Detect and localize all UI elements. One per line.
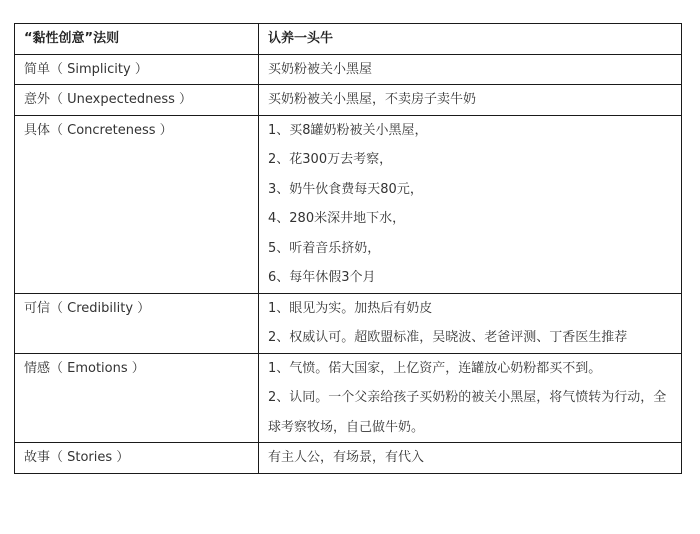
sticky-principles-table [14, 23, 682, 474]
description-line: 3、奶牛伙食费每天80元， [268, 181, 423, 197]
table-row [15, 54, 682, 85]
description-cell [259, 443, 682, 474]
principle-cell [15, 54, 259, 85]
principle-label: 故事（ Stories ） [24, 450, 130, 465]
principle-label: 可信（ Credibility ） [24, 300, 151, 316]
description-line: 2、花300万去考察， [268, 152, 393, 167]
table-row [15, 115, 682, 293]
header-cell-principle [15, 24, 259, 55]
description-cell [259, 85, 682, 116]
principle-cell [15, 443, 259, 474]
table-row [15, 353, 682, 443]
description-line: 买奶粉被关小黑屋，不卖房子卖牛奶 [268, 92, 477, 107]
description-line: 2、权威认可。超欧盟标准，吴晓波、老爸评测、丁香医生推荐 [268, 330, 628, 345]
header-cell-case [259, 24, 682, 55]
description-line: 1、买8罐奶粉被关小黑屋， [268, 122, 428, 138]
table-row [15, 85, 682, 116]
principle-cell [15, 115, 259, 293]
description-line: 5、听着音乐挤奶， [268, 240, 381, 256]
table-row [15, 293, 682, 353]
description-line: 6、每年休假3个月 [268, 270, 376, 285]
description-line: 1、眼见为实。加热后有奶皮 [268, 300, 433, 316]
description-cell [259, 115, 682, 293]
principle-label: 意外（ Unexpectedness ） [24, 92, 193, 107]
principle-cell [15, 353, 259, 443]
principle-cell [15, 85, 259, 116]
table-header-row [15, 24, 682, 55]
description-line: 有主人公，有场景，有代入 [268, 450, 425, 465]
header-label-case: 认养一头牛 [268, 31, 334, 46]
description-cell [259, 353, 682, 443]
principle-label: 简单（ Simplicity ） [24, 61, 148, 77]
principle-label: 具体（ Concreteness ） [24, 122, 173, 138]
header-label-principle: “黏性创意”法则 [24, 31, 120, 46]
description-line: 2、认同。一个父亲给孩子买奶粉的被关小黑屋，将气愤转为行动，全球考察牧场，自己做牛奶。 [268, 390, 667, 435]
principle-cell [15, 293, 259, 353]
description-line: 1、气愤。偌大国家，上亿资产，连罐放心奶粉都买不到。 [268, 360, 602, 376]
description-cell [259, 54, 682, 85]
principle-label: 情感（ Emotions ） [24, 360, 145, 376]
description-cell [259, 293, 682, 353]
description-line: 买奶粉被关小黑屋 [268, 61, 373, 77]
description-line: 4、280米深井地下水， [268, 211, 406, 226]
table-row [15, 443, 682, 474]
